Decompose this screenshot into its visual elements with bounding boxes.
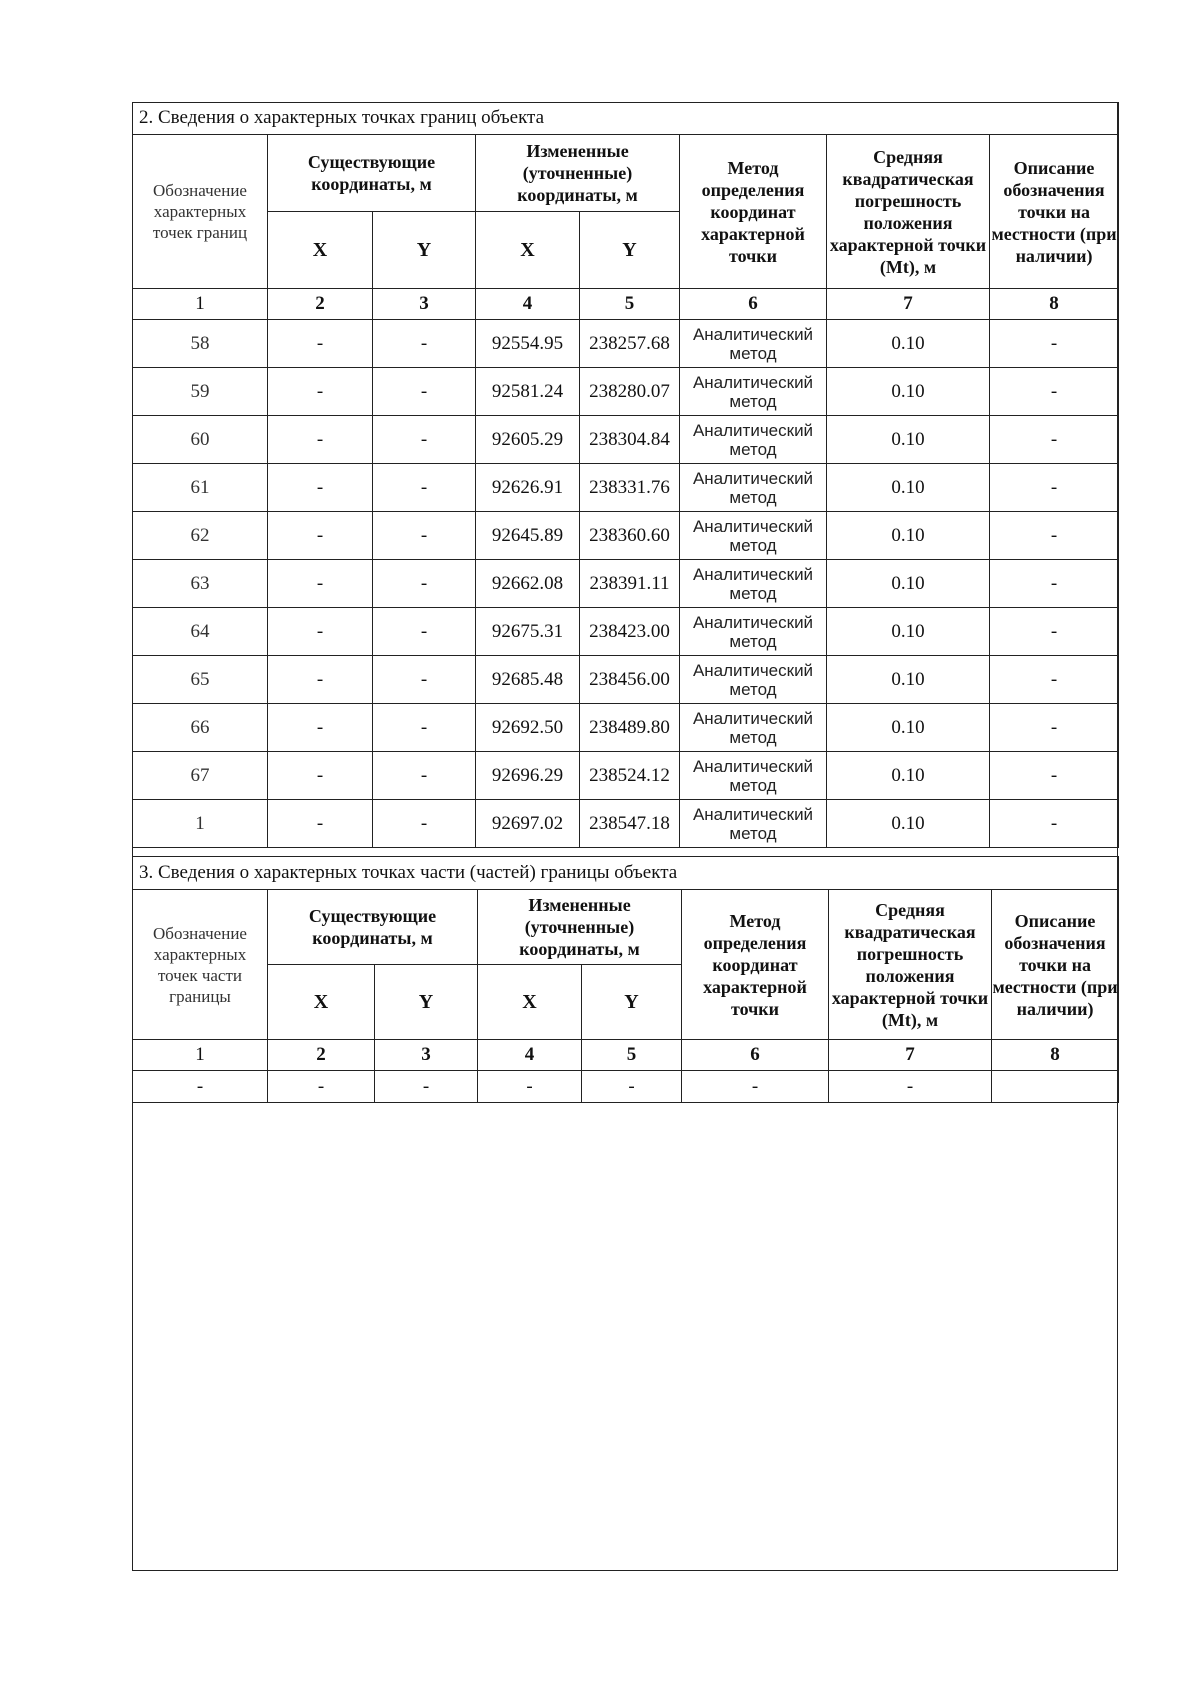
cell-mt: 0.10 — [827, 464, 990, 512]
cell-existing-y: - — [373, 416, 476, 464]
cell-y: 238257.68 — [580, 320, 680, 368]
cell-mt: 0.10 — [827, 416, 990, 464]
cell-description: - — [990, 512, 1119, 560]
header-existing-x: X — [268, 212, 373, 289]
cell-mt: 0.10 — [827, 656, 990, 704]
cell-existing-y: - — [373, 704, 476, 752]
section-3-title: 3. Сведения о характерных точках части (частей) границы объекта — [133, 857, 1119, 890]
column-number: 7 — [827, 289, 990, 320]
column-number: 2 — [268, 1040, 375, 1071]
cell-existing-y: - — [373, 368, 476, 416]
cell-method: Аналитический метод — [680, 752, 827, 800]
cell-existing-y: - — [373, 656, 476, 704]
cell-existing-y: - — [375, 1071, 478, 1103]
header-existing-y: Y — [375, 965, 478, 1040]
table-row — [133, 800, 1119, 848]
table-row — [133, 704, 1119, 752]
cell-x: 92697.02 — [476, 800, 580, 848]
header-existing-x: X — [268, 965, 375, 1040]
cell-point: 1 — [133, 800, 268, 848]
cell-method: Аналитический метод — [680, 464, 827, 512]
cell-description: - — [990, 656, 1119, 704]
cell-description — [992, 1071, 1119, 1103]
cell-mt: 0.10 — [827, 608, 990, 656]
cell-existing-x: - — [268, 368, 373, 416]
header-changed-coords: Измененные (уточненные) координаты, м — [476, 135, 680, 212]
table-row — [133, 608, 1119, 656]
column-number: 6 — [682, 1040, 829, 1071]
column-number: 8 — [990, 289, 1119, 320]
cell-y: 238391.11 — [580, 560, 680, 608]
cell-method: Аналитический метод — [680, 560, 827, 608]
cell-y: 238331.76 — [580, 464, 680, 512]
table-row — [133, 320, 1119, 368]
column-number: 4 — [478, 1040, 582, 1071]
column-numbers-row — [133, 1040, 1119, 1071]
cell-description: - — [990, 368, 1119, 416]
cell-description: - — [990, 320, 1119, 368]
cell-x: 92554.95 — [476, 320, 580, 368]
cell-x: 92692.50 — [476, 704, 580, 752]
cell-method: Аналитический метод — [680, 416, 827, 464]
cell-existing-x: - — [268, 320, 373, 368]
column-number: 5 — [582, 1040, 682, 1071]
header-method: Метод определения координат характерной точки — [680, 135, 827, 289]
cell-point: 66 — [133, 704, 268, 752]
cell-x: 92685.48 — [476, 656, 580, 704]
header-error: Средняя квадратическая погрешность положения характерной точки (Mt), м — [827, 135, 990, 289]
cell-method: Аналитический метод — [680, 368, 827, 416]
cell-method: - — [682, 1071, 829, 1103]
cell-x: 92675.31 — [476, 608, 580, 656]
cell-existing-y: - — [373, 560, 476, 608]
column-number: 7 — [829, 1040, 992, 1071]
header-changed-y: Y — [580, 212, 680, 289]
cell-description: - — [990, 800, 1119, 848]
cell-x: - — [478, 1071, 582, 1103]
cell-point: 58 — [133, 320, 268, 368]
header-method: Метод определения координат характерной точки — [682, 890, 829, 1040]
cell-method: Аналитический метод — [680, 608, 827, 656]
header-existing-y: Y — [373, 212, 476, 289]
cell-point: 63 — [133, 560, 268, 608]
cell-existing-x: - — [268, 464, 373, 512]
cell-existing-x: - — [268, 560, 373, 608]
cell-existing-y: - — [373, 800, 476, 848]
cell-y: - — [582, 1071, 682, 1103]
cell-y: 238304.84 — [580, 416, 680, 464]
cell-existing-x: - — [268, 512, 373, 560]
cell-existing-x: - — [268, 416, 373, 464]
cell-y: 238360.60 — [580, 512, 680, 560]
cell-description: - — [990, 560, 1119, 608]
table-row — [133, 656, 1119, 704]
cell-x: 92581.24 — [476, 368, 580, 416]
cell-point: 60 — [133, 416, 268, 464]
header-changed-coords: Измененные (уточненные) координаты, м — [478, 890, 682, 965]
cell-existing-y: - — [373, 512, 476, 560]
cell-x: 92696.29 — [476, 752, 580, 800]
table-row — [133, 416, 1119, 464]
header-existing-coords: Существующие координаты, м — [268, 135, 476, 212]
cell-existing-y: - — [373, 464, 476, 512]
cell-description: - — [990, 416, 1119, 464]
cell-point: 61 — [133, 464, 268, 512]
cell-point: 67 — [133, 752, 268, 800]
cell-mt: 0.10 — [827, 368, 990, 416]
table-row — [133, 560, 1119, 608]
cell-point: - — [133, 1071, 268, 1103]
header-changed-x: X — [478, 965, 582, 1040]
cell-point: 64 — [133, 608, 268, 656]
table-row — [133, 464, 1119, 512]
cell-method: Аналитический метод — [680, 320, 827, 368]
section-2-title: 2. Сведения о характерных точках границ объекта — [133, 102, 1119, 135]
cell-existing-x: - — [268, 704, 373, 752]
cell-description: - — [990, 704, 1119, 752]
cell-y: 238489.80 — [580, 704, 680, 752]
cell-point: 65 — [133, 656, 268, 704]
cell-mt: 0.10 — [827, 752, 990, 800]
cell-mt: 0.10 — [827, 512, 990, 560]
column-number: 1 — [133, 1040, 268, 1071]
column-number: 3 — [375, 1040, 478, 1071]
column-number: 2 — [268, 289, 373, 320]
cell-description: - — [990, 608, 1119, 656]
cell-existing-x: - — [268, 608, 373, 656]
cell-description: - — [990, 464, 1119, 512]
header-existing-coords: Существующие координаты, м — [268, 890, 478, 965]
column-numbers-row — [133, 289, 1119, 320]
table-row — [133, 368, 1119, 416]
cell-y: 238423.00 — [580, 608, 680, 656]
cell-x: 92626.91 — [476, 464, 580, 512]
cell-y: 238280.07 — [580, 368, 680, 416]
header-designation: Обозначение характерных точек границ — [133, 135, 268, 289]
column-number: 8 — [992, 1040, 1119, 1071]
table-row — [133, 1071, 1119, 1103]
cell-method: Аналитический метод — [680, 656, 827, 704]
cell-y: 238456.00 — [580, 656, 680, 704]
header-changed-x: X — [476, 212, 580, 289]
boundary-points-table — [132, 102, 1119, 848]
column-number: 1 — [133, 289, 268, 320]
cell-existing-x: - — [268, 752, 373, 800]
cell-mt: 0.10 — [827, 560, 990, 608]
cell-x: 92605.29 — [476, 416, 580, 464]
cell-existing-y: - — [373, 320, 476, 368]
part-boundary-points-table — [132, 856, 1119, 1103]
cell-description: - — [990, 752, 1119, 800]
column-number: 4 — [476, 289, 580, 320]
cell-existing-y: - — [373, 608, 476, 656]
cell-existing-x: - — [268, 1071, 375, 1103]
cell-existing-y: - — [373, 752, 476, 800]
cell-point: 62 — [133, 512, 268, 560]
cell-mt: 0.10 — [827, 704, 990, 752]
header-error: Средняя квадратическая погрешность положения характерной точки (Mt), м — [829, 890, 992, 1040]
cell-x: 92645.89 — [476, 512, 580, 560]
cell-method: Аналитический метод — [680, 704, 827, 752]
header-changed-y: Y — [582, 965, 682, 1040]
cell-existing-x: - — [268, 800, 373, 848]
column-number: 6 — [680, 289, 827, 320]
cell-mt: 0.10 — [827, 320, 990, 368]
cell-point: 59 — [133, 368, 268, 416]
cell-y: 238524.12 — [580, 752, 680, 800]
column-number: 3 — [373, 289, 476, 320]
header-designation: Обозначение характерных точек части границы — [133, 890, 268, 1040]
header-description: Описание обозначения точки на местности (при наличии) — [990, 135, 1119, 289]
table-row — [133, 512, 1119, 560]
cell-y: 238547.18 — [580, 800, 680, 848]
header-description: Описание обозначения точки на местности (при наличии) — [992, 890, 1119, 1040]
table-row — [133, 752, 1119, 800]
cell-mt: 0.10 — [827, 800, 990, 848]
cell-method: Аналитический метод — [680, 512, 827, 560]
cell-x: 92662.08 — [476, 560, 580, 608]
cell-method: Аналитический метод — [680, 800, 827, 848]
column-number: 5 — [580, 289, 680, 320]
cell-mt: - — [829, 1071, 992, 1103]
cell-existing-x: - — [268, 656, 373, 704]
